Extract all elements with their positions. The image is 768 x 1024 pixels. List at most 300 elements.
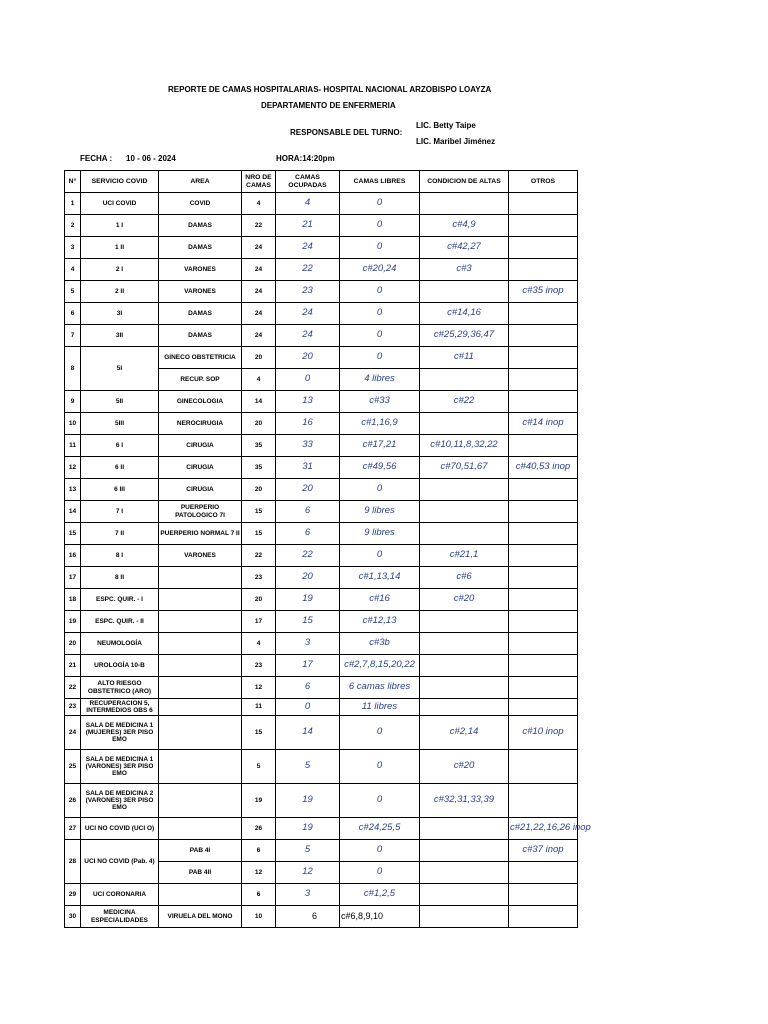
libres-cell-text: c#49,56 [362, 461, 397, 473]
libres-cell-text: 4 libres [364, 373, 395, 385]
area-cell [159, 325, 242, 347]
libres-cell-text: c#20,24 [362, 263, 397, 275]
altas-cell [420, 435, 509, 457]
ocupadas-cell-text: 5 [304, 844, 311, 856]
otros-cell-text: c#14 inop [522, 417, 564, 429]
row-number [65, 545, 81, 567]
servicio-cell [81, 818, 159, 840]
ocupadas-cell [276, 862, 340, 884]
area-cell [159, 523, 242, 545]
servicio-cell [81, 523, 159, 545]
area-cell [159, 840, 242, 862]
nro-camas-cell [242, 237, 276, 259]
area-cell [159, 369, 242, 391]
col-header-n: N° [65, 171, 81, 193]
area-cell-text: DAMAS [188, 221, 212, 229]
row-number-text: 20 [68, 639, 77, 647]
row-number [65, 237, 81, 259]
altas-cell [420, 611, 509, 633]
servicio-cell [81, 884, 159, 906]
libres-cell [340, 215, 420, 237]
area-cell [159, 215, 242, 237]
area-cell [159, 784, 242, 818]
area-cell [159, 281, 242, 303]
row-number [65, 501, 81, 523]
area-cell [159, 259, 242, 281]
ocupadas-cell [276, 501, 340, 523]
ocupadas-cell-text: 17 [302, 659, 313, 671]
table-row [65, 413, 578, 435]
servicio-cell-text: 2 II [114, 287, 125, 295]
altas-cell [420, 906, 509, 928]
libres-cell [340, 369, 420, 391]
altas-cell [420, 784, 509, 818]
ocupadas-cell-text: 22 [302, 549, 313, 561]
libres-cell [340, 259, 420, 281]
ocupadas-cell-text: 24 [302, 241, 313, 253]
row-number-text: 5 [70, 287, 75, 295]
ocupadas-cell-text: 16 [302, 417, 313, 429]
nro-camas-cell [242, 281, 276, 303]
servicio-cell-text: 3II [115, 331, 124, 339]
row-number [65, 677, 81, 699]
altas-cell [420, 501, 509, 523]
row-number [65, 750, 81, 784]
otros-cell [509, 325, 578, 347]
ocupadas-cell-text: 5 [304, 760, 311, 772]
servicio-cell [81, 567, 159, 589]
ocupadas-cell [276, 435, 340, 457]
responsable-label: RESPONSABLE DEL TURNO: [290, 128, 403, 137]
row-number-text: 16 [68, 551, 77, 559]
area-cell [159, 655, 242, 677]
ocupadas-cell [276, 325, 340, 347]
servicio-cell-text: SALA DE MEDICINA 2 (VARONES) 3ER PISO EMO [85, 789, 154, 812]
table-row [65, 391, 578, 413]
nro-camas-cell [242, 303, 276, 325]
area-cell-text: PUERPERIO PATOLOGICO 7I [175, 504, 225, 519]
servicio-cell-text: UROLOGÍA 10-B [94, 661, 145, 669]
altas-cell-text: c#21,1 [449, 549, 479, 561]
nro-camas-cell-text: 22 [254, 221, 263, 229]
table-row [65, 840, 578, 862]
nro-camas-cell-text: 15 [254, 529, 263, 537]
libres-cell-text: 0 [376, 794, 383, 806]
ocupadas-cell [276, 457, 340, 479]
libres-cell-text: 0 [376, 760, 383, 772]
ocupadas-cell [276, 750, 340, 784]
servicio-cell-text: 7 I [115, 507, 124, 515]
row-number [65, 884, 81, 906]
libres-cell [340, 193, 420, 215]
row-number-text: 17 [68, 573, 77, 581]
area-cell [159, 611, 242, 633]
ocupadas-cell-text: 33 [302, 439, 313, 451]
otros-cell [509, 523, 578, 545]
servicio-cell-text: 8 I [115, 551, 124, 559]
row-number-text: 29 [68, 890, 77, 898]
row-number-text: 13 [68, 485, 77, 493]
libres-cell-text: c#17,21 [362, 439, 397, 451]
altas-cell-text: c#22 [453, 395, 475, 407]
table-row [65, 567, 578, 589]
nro-camas-cell [242, 435, 276, 457]
row-number [65, 840, 81, 884]
table-row [65, 501, 578, 523]
col-header-area: AREA [159, 171, 242, 193]
table-row [65, 633, 578, 655]
row-number-text: 30 [68, 912, 77, 920]
table-row [65, 716, 578, 750]
ocupadas-cell [276, 391, 340, 413]
libres-cell-text: 9 libres [364, 505, 395, 517]
otros-cell [509, 479, 578, 501]
ocupadas-cell-text: 24 [302, 307, 313, 319]
nro-camas-cell [242, 193, 276, 215]
table-row [65, 435, 578, 457]
ocupadas-cell [276, 818, 340, 840]
nro-camas-cell [242, 369, 276, 391]
servicio-cell [81, 281, 159, 303]
row-number-text: 26 [68, 796, 77, 804]
row-number-text: 21 [68, 661, 77, 669]
nro-camas-cell-text: 24 [254, 265, 263, 273]
libres-cell-text: 0 [376, 483, 383, 495]
nro-camas-cell-text: 4 [256, 639, 261, 647]
row-number [65, 413, 81, 435]
altas-cell [420, 479, 509, 501]
col-header-otros: OTROS [509, 171, 578, 193]
servicio-cell-text: MEDICINA ESPECIALIDADES [90, 909, 149, 924]
nro-camas-cell-text: 23 [254, 573, 263, 581]
otros-cell [509, 611, 578, 633]
libres-cell [340, 391, 420, 413]
row-number-text: 18 [68, 595, 77, 603]
col-header-altas: CONDICION DE ALTAS [420, 171, 509, 193]
area-cell-text: PAB 4I [189, 846, 211, 854]
area-cell-text: COVID [189, 199, 211, 207]
area-cell [159, 479, 242, 501]
otros-cell [509, 906, 578, 928]
nro-camas-cell [242, 347, 276, 369]
libres-cell [340, 237, 420, 259]
row-number-text: 12 [68, 463, 77, 471]
area-cell-text: VARONES [184, 265, 216, 273]
servicio-cell [81, 215, 159, 237]
ocupadas-cell-text: 14 [302, 726, 313, 738]
servicio-cell-text: ESPC. QUIR. - I [96, 595, 143, 603]
table-header-row [65, 171, 578, 193]
nro-camas-cell [242, 862, 276, 884]
row-number [65, 655, 81, 677]
bed-report-table [64, 170, 591, 928]
libres-cell-text: c#2,7,8,15,20,22 [344, 659, 415, 671]
row-number-text: 28 [68, 857, 77, 865]
table-row [65, 906, 578, 928]
area-cell [159, 457, 242, 479]
libres-cell [340, 611, 420, 633]
servicio-cell [81, 193, 159, 215]
libres-cell-text: c#1,13,14 [358, 571, 401, 583]
area-cell [159, 567, 242, 589]
servicio-cell-text: UCI NO COVID (Pab. 4) [84, 857, 155, 865]
nro-camas-cell [242, 750, 276, 784]
otros-cell [509, 699, 578, 716]
nro-camas-cell [242, 840, 276, 862]
ocupadas-cell [276, 567, 340, 589]
altas-cell [420, 567, 509, 589]
ocupadas-cell [276, 784, 340, 818]
servicio-cell-text: UCI CORONARIA [92, 890, 147, 898]
area-cell-text: DAMAS [188, 243, 212, 251]
libres-cell-text: 0 [376, 844, 383, 856]
libres-cell [340, 862, 420, 884]
altas-cell [420, 347, 509, 369]
libres-cell [340, 699, 420, 716]
ocupadas-cell-text: 0 [304, 373, 311, 385]
nro-camas-cell-text: 20 [254, 485, 263, 493]
ocupadas-cell-text: 15 [302, 615, 313, 627]
row-number-text: 15 [68, 529, 77, 537]
libres-cell [340, 840, 420, 862]
area-cell-text: CIRUGIA [186, 441, 214, 449]
ocupadas-cell-text: 0 [304, 700, 311, 712]
otros-cell [509, 435, 578, 457]
ocupadas-cell-text: 19 [302, 794, 313, 806]
ocupadas-cell-text: 20 [302, 351, 313, 363]
table-row [65, 259, 578, 281]
altas-cell [420, 303, 509, 325]
area-cell [159, 633, 242, 655]
row-number [65, 906, 81, 928]
servicio-cell [81, 589, 159, 611]
row-number-text: 3 [70, 243, 75, 251]
nro-camas-cell-text: 17 [254, 617, 263, 625]
area-cell-text: GINECO OBSTETRICIA [164, 353, 236, 361]
altas-cell [420, 818, 509, 840]
otros-cell [509, 545, 578, 567]
table-row [65, 457, 578, 479]
row-number-text: 19 [68, 617, 77, 625]
area-cell [159, 906, 242, 928]
servicio-cell-text: 8 II [114, 573, 125, 581]
otros-cell [509, 303, 578, 325]
libres-cell [340, 413, 420, 435]
area-cell-text: PAB 4II [188, 868, 212, 876]
libres-cell-text: c#16 [369, 593, 390, 605]
nro-camas-cell-text: 19 [254, 796, 263, 804]
area-cell [159, 716, 242, 750]
servicio-cell [81, 784, 159, 818]
area-cell [159, 347, 242, 369]
ocupadas-cell [276, 633, 340, 655]
table-row [65, 699, 578, 716]
ocupadas-cell-text: 13 [302, 395, 313, 407]
servicio-cell [81, 545, 159, 567]
nro-camas-cell [242, 545, 276, 567]
area-cell [159, 501, 242, 523]
nro-camas-cell [242, 884, 276, 906]
servicio-cell [81, 391, 159, 413]
otros-cell [509, 237, 578, 259]
altas-cell [420, 193, 509, 215]
row-number-text: 8 [70, 364, 75, 372]
row-number [65, 457, 81, 479]
servicio-cell-text: 5II [115, 397, 124, 405]
libres-cell-text: 0 [376, 351, 383, 363]
altas-cell [420, 369, 509, 391]
servicio-cell-text: 1 I [115, 221, 124, 229]
area-cell-text: CIRUGIA [186, 485, 214, 493]
table-row [65, 281, 578, 303]
otros-cell [509, 884, 578, 906]
libres-cell [340, 435, 420, 457]
altas-cell [420, 750, 509, 784]
nro-camas-cell-text: 12 [254, 868, 263, 876]
area-cell-text: DAMAS [188, 309, 212, 317]
table-row [65, 884, 578, 906]
libres-cell-text: 0 [376, 307, 383, 319]
otros-cell [509, 413, 578, 435]
nro-camas-cell-text: 5 [256, 762, 261, 770]
servicio-cell-text: NEUMOLOGÍA [97, 639, 142, 647]
servicio-cell-text: 5I [116, 364, 123, 372]
otros-cell-text: c#10 inop [522, 726, 564, 738]
libres-cell-text: 0 [376, 219, 383, 231]
otros-cell [509, 347, 578, 369]
nro-camas-cell [242, 259, 276, 281]
table-row [65, 655, 578, 677]
altas-cell-text: c#6 [456, 571, 472, 583]
row-number-text: 9 [70, 397, 75, 405]
nro-camas-cell [242, 784, 276, 818]
nro-camas-cell-text: 6 [256, 846, 261, 854]
ocupadas-cell-text: 22 [302, 263, 313, 275]
libres-cell [340, 457, 420, 479]
nro-camas-cell-text: 26 [254, 824, 263, 832]
area-cell [159, 862, 242, 884]
ocupadas-cell [276, 281, 340, 303]
servicio-cell [81, 347, 159, 391]
altas-cell [420, 699, 509, 716]
servicio-cell [81, 716, 159, 750]
nro-camas-cell [242, 391, 276, 413]
table-row [65, 818, 578, 840]
servicio-cell-text: SALA DE MEDICINA 1 (VARONES) 3ER PISO EMO [85, 755, 154, 778]
ocupadas-cell-text: 12 [302, 866, 313, 878]
nro-camas-cell [242, 906, 276, 928]
servicio-cell-text: 6 II [114, 463, 125, 471]
servicio-cell [81, 457, 159, 479]
altas-cell [420, 259, 509, 281]
row-number-text: 22 [68, 683, 77, 691]
table-row [65, 479, 578, 501]
row-number [65, 589, 81, 611]
row-number [65, 259, 81, 281]
area-cell-text: PUERPERIO NORMAL 7 II [160, 529, 240, 537]
libres-cell [340, 325, 420, 347]
otros-cell [509, 750, 578, 784]
altas-cell-text: c#25,29,36,47 [433, 329, 495, 341]
row-number [65, 567, 81, 589]
nro-camas-cell [242, 716, 276, 750]
ocupadas-cell-text: 3 [304, 888, 311, 900]
ocupadas-cell-text: 19 [302, 822, 313, 834]
otros-cell [509, 784, 578, 818]
servicio-cell-text: 3I [116, 309, 123, 317]
altas-cell [420, 545, 509, 567]
altas-cell-text: c#11 [454, 351, 474, 363]
libres-cell-text: c#1,2,5 [363, 888, 396, 900]
nro-camas-cell [242, 501, 276, 523]
servicio-cell-text: 5III [114, 419, 125, 427]
area-cell [159, 237, 242, 259]
libres-cell-text: c#3b [369, 637, 390, 649]
table-row [65, 303, 578, 325]
altas-cell [420, 281, 509, 303]
row-number-text: 1 [70, 199, 75, 207]
otros-cell-text: c#35 inop [522, 285, 564, 297]
nro-camas-cell-text: 11 [255, 703, 262, 711]
altas-cell [420, 677, 509, 699]
servicio-cell [81, 479, 159, 501]
nro-camas-cell [242, 325, 276, 347]
altas-cell [420, 215, 509, 237]
libres-cell [340, 347, 420, 369]
servicio-cell [81, 325, 159, 347]
nro-camas-cell-text: 24 [254, 287, 263, 295]
ocupadas-cell-text: 24 [302, 329, 313, 341]
otros-cell [509, 391, 578, 413]
nro-camas-cell [242, 655, 276, 677]
row-number-text: 25 [68, 762, 77, 770]
nro-camas-cell-text: 12 [254, 683, 263, 691]
altas-cell [420, 840, 509, 862]
area-cell-text: RECUP. SOP [180, 375, 220, 383]
row-number [65, 611, 81, 633]
servicio-cell [81, 611, 159, 633]
row-number [65, 281, 81, 303]
area-cell [159, 818, 242, 840]
altas-cell-text: c#42,27 [447, 241, 481, 253]
row-number [65, 784, 81, 818]
otros-cell [509, 567, 578, 589]
ocupadas-cell [276, 193, 340, 215]
nro-camas-cell-text: 14 [254, 397, 263, 405]
area-cell [159, 545, 242, 567]
servicio-cell [81, 259, 159, 281]
row-number [65, 325, 81, 347]
ocupadas-cell-text: 20 [302, 483, 313, 495]
row-number [65, 633, 81, 655]
table-body [65, 193, 591, 928]
servicio-cell [81, 501, 159, 523]
libres-cell-text: c#6,8,9,10 [341, 910, 384, 921]
row-number [65, 479, 81, 501]
otros-cell [509, 633, 578, 655]
altas-cell-text: c#70,51,67 [440, 461, 488, 473]
ocupadas-cell [276, 369, 340, 391]
ocupadas-cell-text: 31 [302, 461, 313, 473]
area-cell [159, 589, 242, 611]
nro-camas-cell-text: 6 [256, 890, 261, 898]
fecha-label: FECHA : [80, 154, 113, 163]
altas-cell-text: c#2,14 [449, 726, 479, 738]
table-row [65, 784, 578, 818]
libres-cell [340, 677, 420, 699]
nro-camas-cell [242, 633, 276, 655]
servicio-cell-text: UCI COVID [102, 199, 137, 207]
